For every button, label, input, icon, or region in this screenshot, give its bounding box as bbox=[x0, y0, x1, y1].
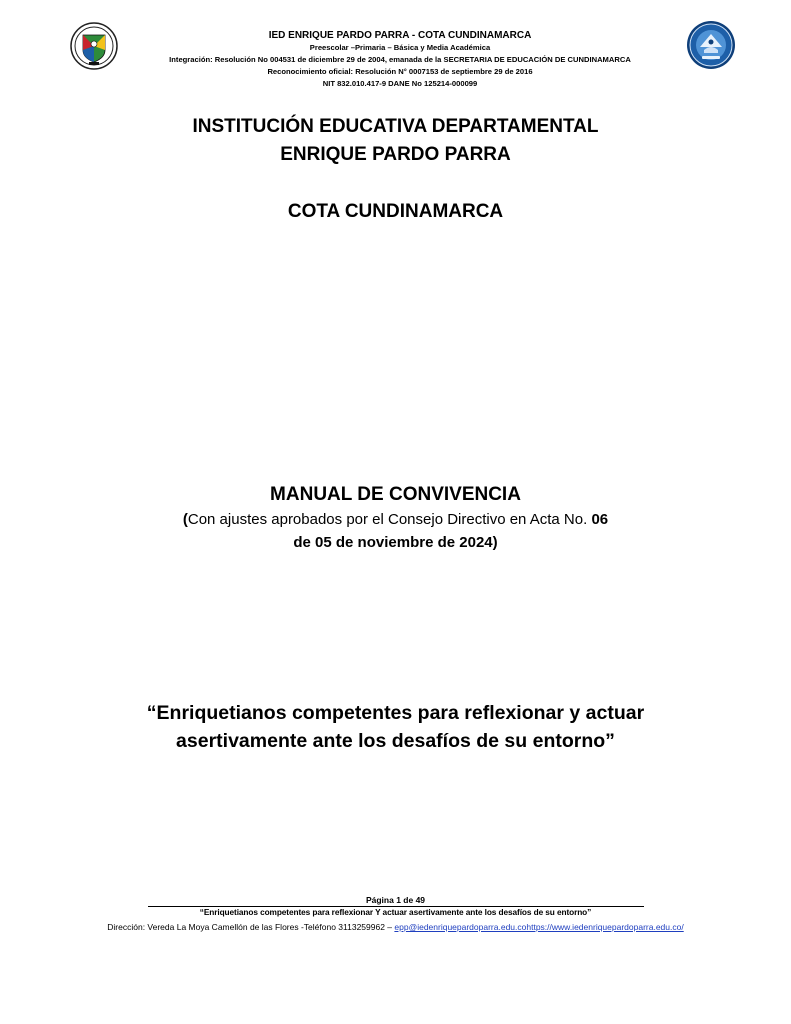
acta-number: 06 bbox=[591, 511, 609, 528]
school-crest-logo bbox=[70, 22, 118, 70]
institution-name bbox=[0, 113, 791, 169]
motto-line-1: “Enriquetianos competentes para reflexionar y actuar bbox=[146, 702, 645, 724]
subtitle-text: Con ajustes aprobados por el Consejo Directivo en Acta No. bbox=[187, 511, 592, 528]
manual-title: MANUAL DE CONVIVENCIA bbox=[270, 484, 521, 505]
motto-line-2: asertivamente ante los desafíos de su entorno” bbox=[176, 730, 615, 752]
contact-links[interactable]: epp@iedenriquepardoparra.edu.cohttps://www.iedenriquepardoparra.edu.co/ bbox=[394, 922, 684, 932]
footer-motto: “Enriquetianos competentes para reflexionar Y actuar asertivamente ante los desafíos de su entorno” bbox=[199, 907, 592, 917]
nit-dane: NIT 832.010.417-9 DANE No 125214-000099 bbox=[322, 79, 478, 88]
round-seal-logo bbox=[686, 20, 736, 70]
institution-line-2: ENRIQUE PARDO PARRA bbox=[280, 144, 511, 165]
approval-date: de 05 de noviembre de 2024) bbox=[293, 534, 498, 551]
address-text: Dirección: Vereda La Moya Camellón de las Flores -Teléfono 3113259962 – bbox=[107, 922, 395, 932]
page-footer bbox=[0, 895, 791, 933]
school-header-title: IED ENRIQUE PARDO PARRA - COTA CUNDINAMARCA bbox=[268, 30, 532, 41]
official-recognition: Reconocimiento oficial: Resolución N° 0007153 de septiembre 29 de 2016 bbox=[267, 67, 533, 76]
manual-subtitle bbox=[0, 508, 791, 554]
integration-resolution: Integración: Resolución No 004531 de diciembre 29 de 2004, emanada de la SECRETARIA DE EDUCACIÓN DE CUNDINAMARCA bbox=[169, 55, 631, 64]
institution-line-1: INSTITUCIÓN EDUCATIVA DEPARTAMENTAL bbox=[192, 116, 599, 137]
institutional-motto bbox=[0, 699, 791, 755]
page-number: Página 1 de 49 bbox=[365, 895, 426, 905]
school-levels: Preescolar –Primaria – Básica y Media Académica bbox=[309, 43, 491, 52]
subtitle-open-paren: ( bbox=[182, 511, 188, 528]
letterhead bbox=[0, 0, 791, 100]
letterhead-text bbox=[120, 29, 680, 90]
footer-address bbox=[0, 921, 791, 933]
institution-city: COTA CUNDINAMARCA bbox=[287, 201, 504, 222]
